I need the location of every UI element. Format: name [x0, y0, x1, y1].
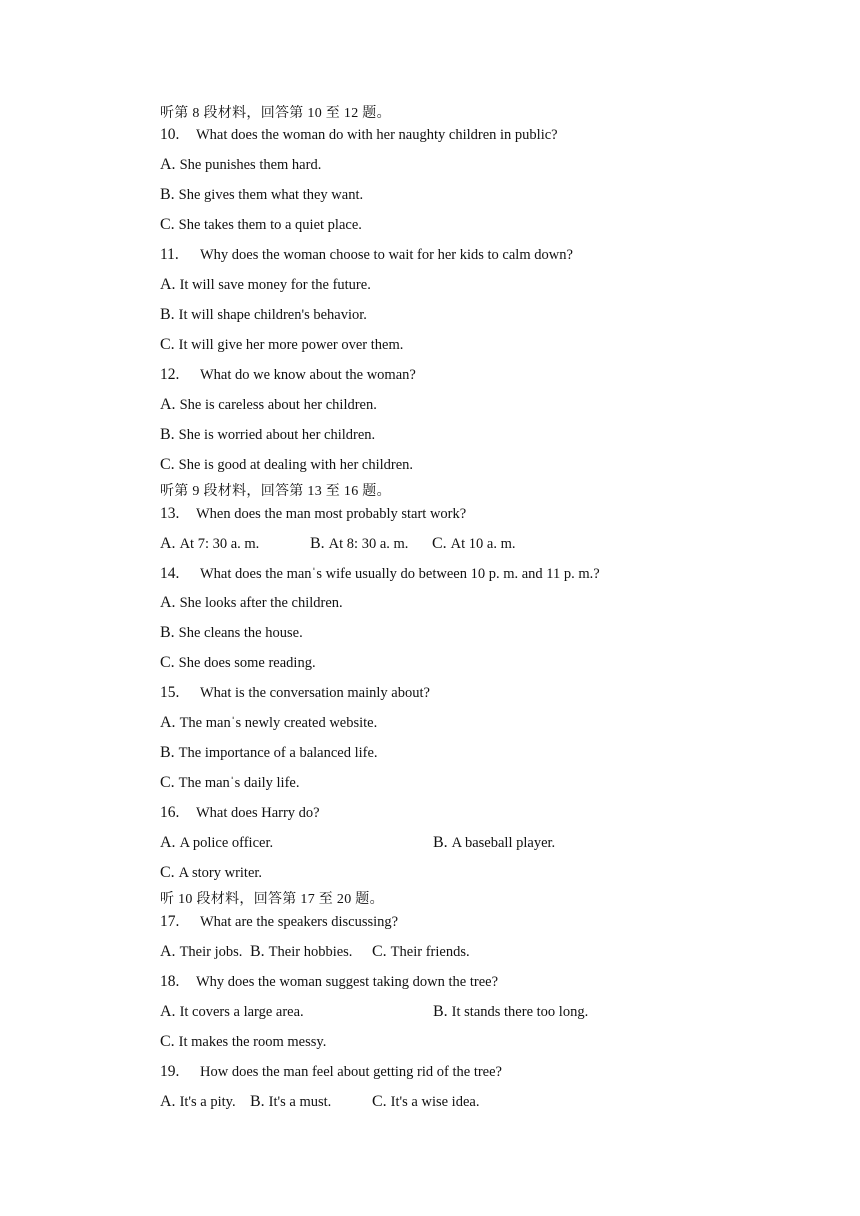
option-c	[372, 943, 470, 961]
option-letter: B.	[160, 306, 175, 323]
option-text: She looks after the children.	[179, 595, 343, 611]
question-number: 14.	[160, 565, 180, 582]
option-c	[160, 864, 262, 882]
question-number: 17.	[160, 913, 180, 930]
option-a	[160, 396, 377, 414]
option-text: A police officer.	[179, 835, 274, 851]
option-text: It stands there too long.	[451, 1004, 589, 1020]
option-letter: C.	[432, 535, 447, 552]
option-b	[250, 1093, 372, 1111]
option-b	[433, 1003, 588, 1021]
option-text: It covers a large area.	[179, 1004, 304, 1020]
option-a	[160, 943, 250, 961]
option-a	[160, 1003, 433, 1021]
option-letter: A.	[160, 714, 176, 731]
option-b	[160, 744, 378, 762]
options-row	[160, 1093, 479, 1111]
option-text: She is careless about her children.	[179, 397, 377, 413]
option-letter: B.	[310, 535, 325, 552]
option-letter: A.	[160, 594, 176, 611]
options-row	[160, 834, 555, 852]
option-text: A story writer.	[178, 865, 263, 881]
question-text: What are the speakers discussing?	[200, 914, 399, 930]
question-19	[160, 1063, 502, 1081]
question-number: 11.	[160, 246, 179, 263]
section-heading: 听第 9 段材料，回答第 13 至 16 题。	[160, 484, 391, 499]
question-14	[160, 565, 600, 583]
question-number: 12.	[160, 366, 180, 383]
option-text: It's a pity.	[179, 1094, 236, 1110]
option-text: At 10 a. m.	[450, 536, 516, 552]
option-text: She takes them to a quiet place.	[178, 217, 362, 233]
option-c	[160, 1033, 326, 1051]
option-a	[160, 156, 321, 174]
question-text: What does the manˈs wife usually do between 10 p. m. and 11 p. m.?	[200, 566, 600, 582]
question-15	[160, 684, 430, 702]
option-letter: A.	[160, 156, 176, 173]
option-text: She gives them what they want.	[178, 187, 364, 203]
options-row	[160, 535, 516, 553]
question-number: 16.	[160, 804, 180, 821]
question-number: 18.	[160, 973, 180, 990]
option-c	[160, 336, 403, 354]
option-letter: A.	[160, 276, 176, 293]
option-text: She punishes them hard.	[179, 157, 322, 173]
option-a	[160, 276, 371, 294]
question-18	[160, 973, 498, 991]
option-c	[160, 654, 316, 672]
option-b	[160, 306, 367, 324]
option-b	[160, 186, 363, 204]
question-number: 13.	[160, 505, 180, 522]
question-17	[160, 913, 398, 931]
option-text: The manˈs daily life.	[178, 775, 300, 791]
option-text: She cleans the house.	[178, 625, 303, 641]
option-letter: C.	[160, 1033, 175, 1050]
option-text: It will shape children's behavior.	[178, 307, 367, 323]
option-letter: A.	[160, 396, 176, 413]
question-text: What do we know about the woman?	[200, 367, 416, 383]
option-b	[250, 943, 372, 961]
option-letter: C.	[160, 864, 175, 881]
option-text: She is worried about her children.	[178, 427, 376, 443]
option-letter: C.	[160, 456, 175, 473]
option-letter: B.	[250, 943, 265, 960]
question-text: How does the man feel about getting rid of the tree?	[200, 1064, 502, 1080]
question-16	[160, 804, 320, 822]
option-text: The importance of a balanced life.	[178, 745, 378, 761]
option-b	[310, 535, 432, 553]
option-letter: A.	[160, 834, 176, 851]
option-text: Their hobbies.	[268, 944, 353, 960]
option-c	[372, 1093, 479, 1111]
question-text: Why does the woman choose to wait for her kids to calm down?	[200, 247, 573, 263]
option-b	[160, 624, 303, 642]
question-11	[160, 246, 573, 264]
question-text: When does the man most probably start work?	[196, 506, 467, 522]
option-c	[160, 774, 299, 792]
option-letter: B.	[160, 426, 175, 443]
option-text: At 7: 30 a. m.	[179, 536, 260, 552]
option-letter: B.	[433, 834, 448, 851]
option-text: She does some reading.	[178, 655, 316, 671]
option-text: It makes the room messy.	[178, 1034, 327, 1050]
option-letter: C.	[160, 216, 175, 233]
option-letter: C.	[372, 943, 387, 960]
question-10	[160, 126, 558, 144]
option-letter: C.	[372, 1093, 387, 1110]
question-text: What does the woman do with her naughty children in public?	[196, 127, 558, 143]
option-letter: B.	[250, 1093, 265, 1110]
section-heading: 听 10 段材料，回答第 17 至 20 题。	[160, 892, 384, 907]
option-letter: A.	[160, 1093, 176, 1110]
option-text: It will save money for the future.	[179, 277, 371, 293]
option-c	[432, 535, 516, 553]
option-a	[160, 834, 433, 852]
option-text: It will give her more power over them.	[178, 337, 404, 353]
option-b	[433, 834, 555, 852]
option-text: It's a wise idea.	[390, 1094, 480, 1110]
option-letter: C.	[160, 654, 175, 671]
option-text: Their friends.	[390, 944, 470, 960]
option-c	[160, 456, 413, 474]
option-letter: A.	[160, 943, 176, 960]
option-c	[160, 216, 362, 234]
option-letter: B.	[433, 1003, 448, 1020]
options-row	[160, 1003, 588, 1021]
question-13	[160, 505, 466, 523]
question-text: What is the conversation mainly about?	[200, 685, 430, 701]
option-a	[160, 714, 377, 732]
option-text: At 8: 30 a. m.	[328, 536, 409, 552]
question-number: 19.	[160, 1063, 180, 1080]
option-letter: B.	[160, 186, 175, 203]
option-letter: C.	[160, 336, 175, 353]
option-text: A baseball player.	[451, 835, 556, 851]
option-text: It's a must.	[268, 1094, 332, 1110]
option-letter: C.	[160, 774, 175, 791]
question-text: What does Harry do?	[196, 805, 320, 821]
option-a	[160, 594, 343, 612]
option-letter: A.	[160, 1003, 176, 1020]
option-letter: A.	[160, 535, 176, 552]
option-a	[160, 535, 310, 553]
option-text: The manˈs newly created website.	[179, 715, 378, 731]
question-text: Why does the woman suggest taking down the tree?	[196, 974, 499, 990]
option-b	[160, 426, 375, 444]
option-text: Their jobs.	[179, 944, 243, 960]
options-row	[160, 943, 470, 961]
option-text: She is good at dealing with her children.	[178, 457, 414, 473]
question-12	[160, 366, 416, 384]
question-number: 15.	[160, 684, 180, 701]
section-heading: 听第 8 段材料，回答第 10 至 12 题。	[160, 106, 391, 121]
question-number: 10.	[160, 126, 180, 143]
option-a	[160, 1093, 250, 1111]
option-letter: B.	[160, 744, 175, 761]
option-letter: B.	[160, 624, 175, 641]
